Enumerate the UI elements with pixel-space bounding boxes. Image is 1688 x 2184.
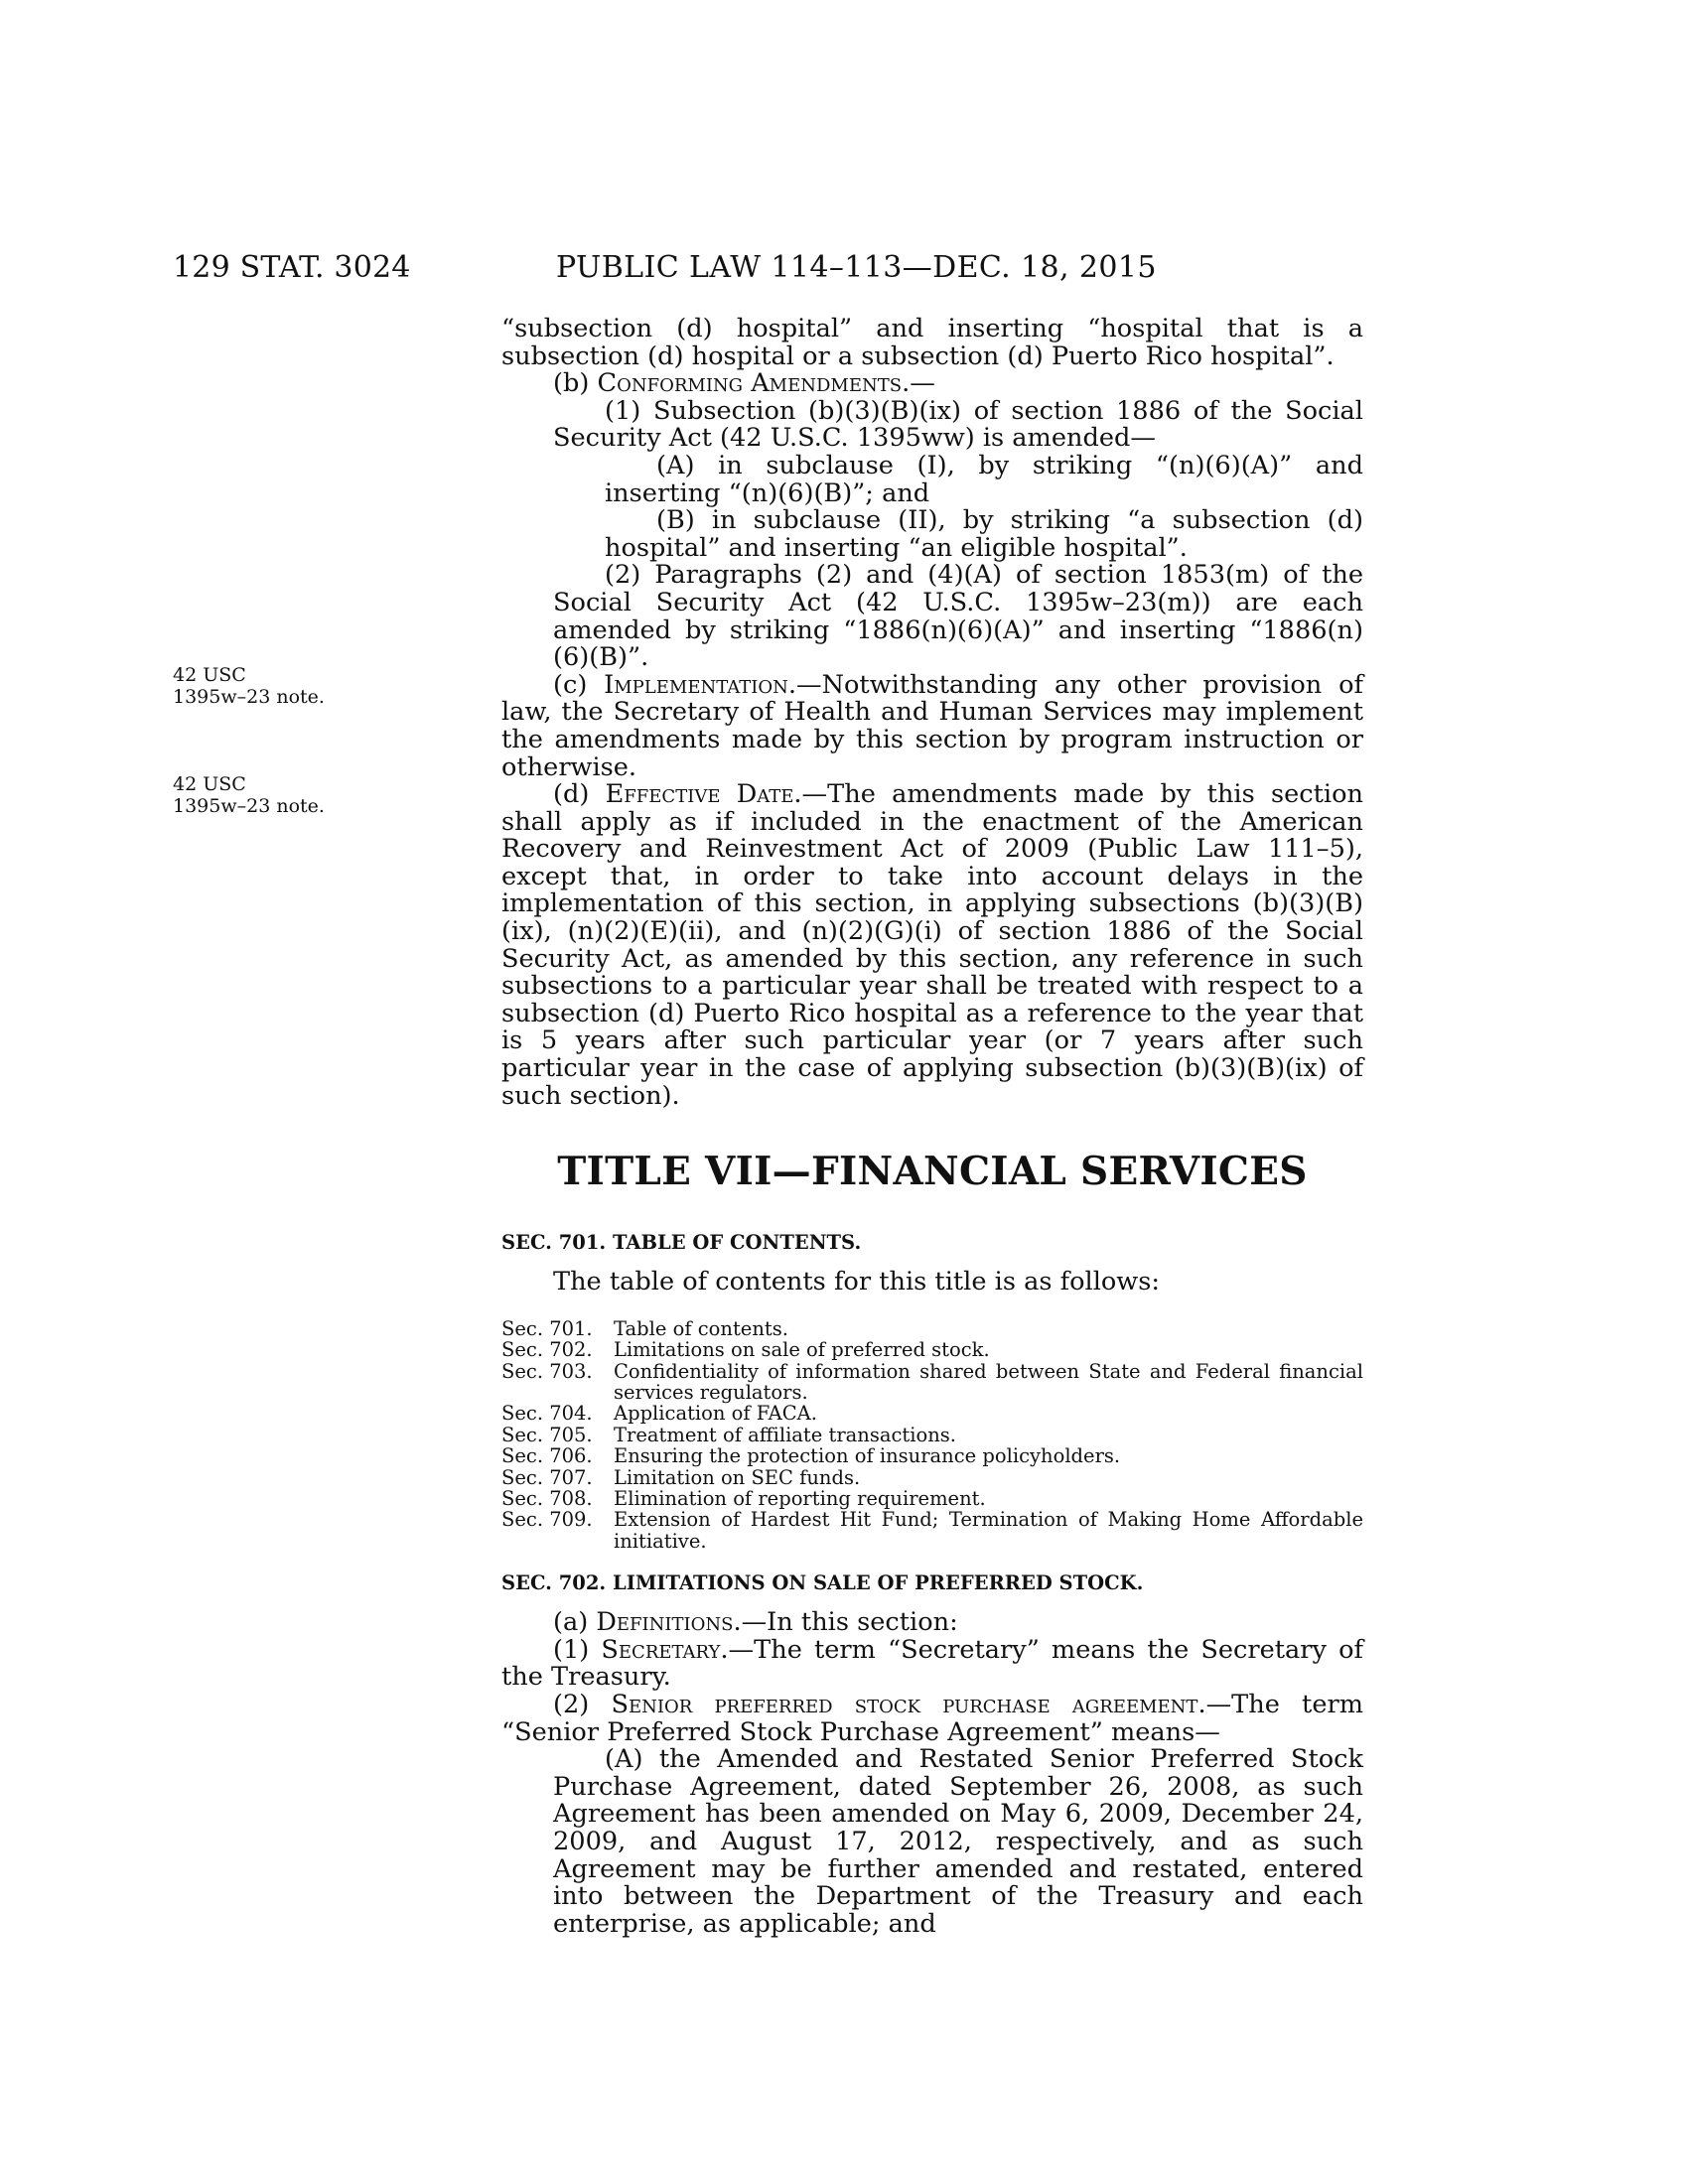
- margin-note-implementation: [173, 664, 325, 708]
- subsection-text: .—Notwithstanding any other provision of law, the Secretary of Health and Human Services may implement the amendments made by this section by program instruction or otherwise.: [501, 669, 1363, 782]
- toc-title: Limitations on sale of preferred stock.: [614, 1338, 990, 1362]
- toc-entry: [501, 1488, 1363, 1509]
- toc-intro: The table of contents for this title is as follows:: [553, 1267, 1160, 1297]
- toc-entry: [501, 1509, 1363, 1552]
- toc-number: Sec. 707.: [501, 1465, 593, 1489]
- toc-number: Sec. 701.: [501, 1316, 593, 1340]
- toc-entry: [501, 1361, 1363, 1404]
- subsection-heading: Conforming Amendments: [597, 368, 903, 399]
- toc-number: Sec. 705.: [501, 1423, 593, 1446]
- paragraph-label: (1): [553, 1634, 602, 1665]
- public-law-citation: PUBLIC LAW 114–113—DEC. 18, 2015: [556, 250, 1157, 285]
- document-body: [501, 316, 1363, 1938]
- toc-number: Sec. 708.: [501, 1487, 593, 1511]
- definitions-heading: [501, 1609, 1363, 1637]
- toc-entry: [501, 1318, 1363, 1339]
- subsection-dash: .—: [902, 368, 935, 399]
- paragraph-label: (2): [553, 1690, 612, 1720]
- subsection-text: .—In this section:: [733, 1607, 958, 1638]
- subsection-heading: Effective Date: [605, 779, 794, 810]
- subsection-label: (a): [553, 1607, 597, 1638]
- toc-entry: [501, 1425, 1363, 1445]
- conforming-subparagraph-a: (A) in subclause (I), by striking “(n)(6)(A)” and inserting “(n)(6)(B)”; and: [605, 450, 1363, 508]
- margin-note-effective-date: [173, 773, 325, 817]
- toc-title: Application of FACA.: [614, 1402, 817, 1426]
- margin-note-line: 1395w–23 note.: [173, 686, 325, 708]
- toc-entry: [501, 1403, 1363, 1424]
- toc-entry: [501, 1467, 1363, 1488]
- margin-note-line: 42 USC: [173, 664, 246, 686]
- toc-title: Ensuring the protection of insurance policyholders.: [614, 1444, 1121, 1468]
- section-a-continuation: “subsection (d) hospital” and inserting “hospital that is a subsection (d) hospital or a subsection (d) Puerto Rico hospital”.: [501, 314, 1363, 371]
- toc-number: Sec. 706.: [501, 1444, 593, 1468]
- paragraph-heading: Senior preferred stock purchase agreement: [611, 1690, 1198, 1720]
- sec-702-heading: SEC. 702. LIMITATIONS ON SALE OF PREFERRED STOCK.: [501, 1571, 1144, 1595]
- paragraph-heading: Secretary: [601, 1634, 721, 1665]
- title-heading: TITLE VII—FINANCIAL SERVICES: [557, 1149, 1308, 1195]
- toc-number: Sec. 702.: [501, 1338, 593, 1362]
- subsection-label: (d): [553, 779, 606, 810]
- toc-entry: [501, 1339, 1363, 1360]
- margin-note-line: 1395w–23 note.: [173, 795, 325, 817]
- toc-entry: [501, 1445, 1363, 1466]
- paragraph-text: .—The term “Secretary” means the Secretary of the Treasury.: [501, 1634, 1363, 1693]
- margin-note-line: 42 USC: [173, 773, 246, 795]
- toc-number: Sec. 703.: [501, 1359, 593, 1383]
- paragraph-text: .—The term “Senior Preferred Stock Purchase Agreement” means—: [501, 1690, 1363, 1747]
- implementation-paragraph: [501, 669, 1363, 782]
- subsection-heading: Definitions: [596, 1607, 734, 1638]
- running-head: [0, 250, 1688, 290]
- toc-number: Sec. 709.: [501, 1508, 593, 1532]
- stat-citation: 129 STAT. 3024: [173, 250, 411, 285]
- definition-spspa-subparagraph-a: (A) the Amended and Restated Senior Preferred Stock Purchase Agreement, dated September 26, 2008, as such Agreement has been amended on May 6, 2009, December 24, 2009, and August 17, 2012, respectively, and as such Agreement may be further amended and restated, entered into between the Department of the Treasury and each enterprise, as applicable; and: [553, 1744, 1363, 1939]
- conforming-amendments-heading: [501, 370, 1363, 398]
- toc-title: Confidentiality of information shared between State and Federal financial services regulators.: [614, 1359, 1363, 1405]
- toc-title: Elimination of reporting requirement.: [614, 1487, 986, 1511]
- toc-number: Sec. 704.: [501, 1402, 593, 1426]
- toc-title: Table of contents.: [614, 1316, 788, 1340]
- effective-date-paragraph: [501, 781, 1363, 1110]
- definition-secretary: [501, 1634, 1363, 1693]
- subsection-label: (b): [553, 368, 598, 399]
- definition-spspa: [501, 1692, 1363, 1746]
- conforming-subparagraph-b: (B) in subclause (II), by striking “a subsection (d) hospital” and inserting “an eligible hospital”.: [605, 505, 1363, 563]
- conforming-paragraph-1: (1) Subsection (b)(3)(B)(ix) of section 1886 of the Social Security Act (42 U.S.C. 1395ww) is amended—: [553, 395, 1363, 454]
- toc-title: Extension of Hardest Hit Fund; Termination of Making Home Affordable initiative.: [614, 1508, 1363, 1553]
- subsection-heading: Implementation: [604, 669, 788, 700]
- toc-title: Limitation on SEC funds.: [614, 1465, 861, 1489]
- toc-title: Treatment of affiliate transactions.: [614, 1423, 956, 1446]
- subsection-label: (c): [553, 669, 605, 700]
- table-of-contents: [501, 1318, 1363, 1552]
- conforming-paragraph-2: (2) Paragraphs (2) and (4)(A) of section 1853(m) of the Social Security Act (42 U.S.C. 1395w–23(m)) are each amended by striking “1886(n)(6)(A)” and inserting “1886(n)(6)(B)”.: [553, 560, 1363, 673]
- sec-701-heading: SEC. 701. TABLE OF CONTENTS.: [501, 1231, 862, 1255]
- subsection-text: .—The amendments made by this section shall apply as if included in the enactment of the American Recovery and Reinvestment Act of 2009 (Public Law 111–5), except that, in order to take into account delays in the implementation of this section, in applying subsections (b)(3)(B)(ix), (n)(2)(E)(ii), and (n)(2)(G)(i) of section 1886 of the Social Security Act, as amended by this section, any reference in such subsections to a particular year shall be treated with respect to a subsection (d) Puerto Rico hospital as a reference to the year that is 5 years after such particular year (or 7 years after such particular year in the case of applying subsection (b)(3)(B)(ix) of such section).: [501, 779, 1363, 1111]
